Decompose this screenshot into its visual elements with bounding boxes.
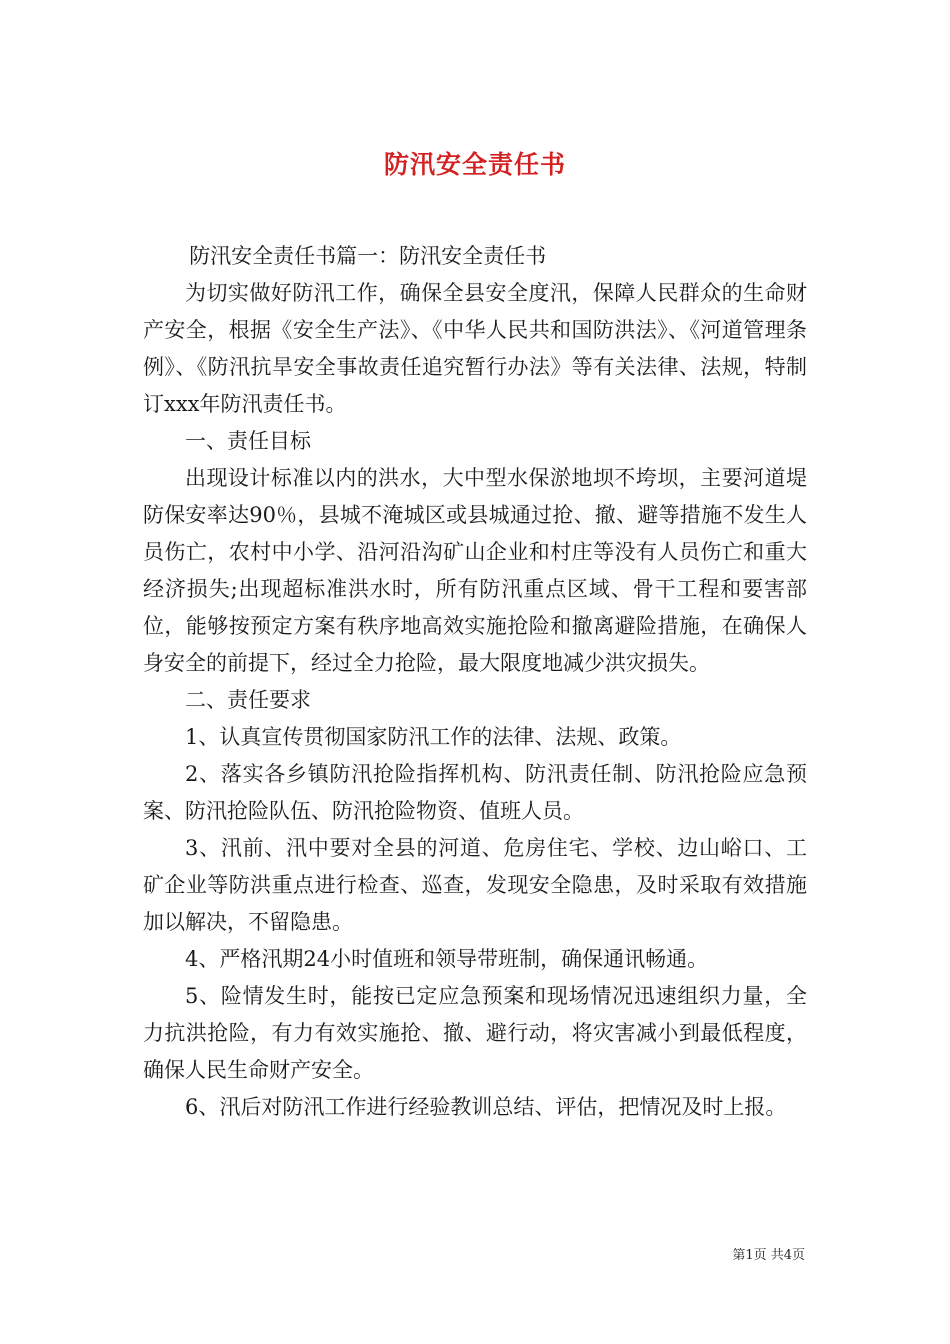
requirement-item-3: 3、汛前、汛中要对全县的河道、危房住宅、学校、边山峪口、工矿企业等防洪重点进行检查、巡查，发现安全隐患，及时采取有效措施加以解决，不留隐患。: [143, 836, 807, 934]
heading-responsibility-requirements: 二、责任要求: [185, 688, 311, 712]
document-title: 防汛安全责任书: [383, 149, 566, 179]
requirement-item-1: 1、认真宣传贯彻国家防汛工作的法律、法规、政策。: [185, 725, 682, 749]
requirement-item-4: 4、严格汛期24小时值班和领导带班制，确保通讯畅通。: [185, 947, 709, 971]
requirement-item-2: 2、落实各乡镇防汛抢险指挥机构、防汛责任制、防汛抢险应急预案、防汛抢险队伍、防汛抢险物资、值班人员。: [143, 762, 807, 823]
page-number-footer: 第1页 共4页: [732, 1248, 805, 1263]
document-body: [143, 238, 807, 1126]
goals-paragraph: 出现设计标准以内的洪水，大中型水保淤地坝不垮坝，主要河道堤防保安率达90％，县城不淹城区或县城通过抢、撤、避等措施不发生人员伤亡，农村中小学、沿河沿沟矿山企业和村庄等没有人员伤亡和重大经济损失;出现超标准洪水时，所有防汛重点区域、骨干工程和要害部位，能够按预定方案有秩序地高效实施抢险和撤离避险措施，在确保人身安全的前提下，经过全力抢险，最大限度地减少洪灾损失。: [143, 466, 807, 675]
section-heading-part-one: 防汛安全责任书篇一：防汛安全责任书: [189, 244, 547, 268]
heading-responsibility-goals: 一、责任目标: [185, 429, 311, 453]
requirement-item-5: 5、险情发生时，能按已定应急预案和现场情况迅速组织力量，全力抗洪抢险，有力有效实施抢、撤、避行动，将灾害减小到最低程度，确保人民生命财产安全。: [143, 984, 807, 1082]
requirement-item-6: 6、汛后对防汛工作进行经验教训总结、评估，把情况及时上报。: [185, 1095, 787, 1119]
intro-paragraph: 为切实做好防汛工作，确保全县安全度汛，保障人民群众的生命财产安全，根据《安全生产法》、《中华人民共和国防洪法》、《河道管理条例》、《防汛抗旱安全事故责任追究暂行办法》等有关法律、法规，特制订xxx年防汛责任书。: [143, 281, 807, 416]
